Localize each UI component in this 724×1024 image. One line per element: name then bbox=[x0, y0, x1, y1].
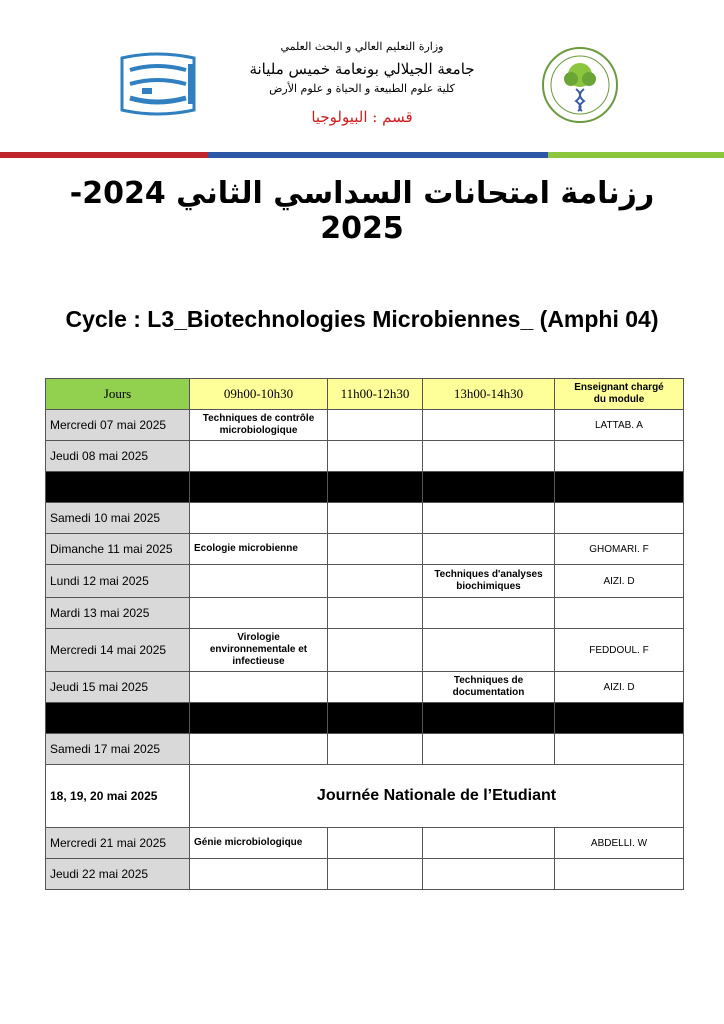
university-logo-icon bbox=[112, 50, 202, 118]
stripe-blue bbox=[208, 152, 548, 158]
exam-line: microbiologique bbox=[219, 425, 298, 436]
black-cell bbox=[190, 703, 328, 734]
teacher-cell: LATTAB. A bbox=[555, 410, 684, 441]
day-cell: Lundi 12 mai 2025 bbox=[46, 565, 190, 598]
empty-cell bbox=[423, 629, 555, 672]
day-cell: Dimanche 11 mai 2025 bbox=[46, 534, 190, 565]
teacher-cell: AIZI. D bbox=[555, 672, 684, 703]
black-cell bbox=[190, 472, 328, 503]
day-cell: Samedi 17 mai 2025 bbox=[46, 734, 190, 765]
header-slot-2: 11h00-12h30 bbox=[328, 379, 423, 410]
empty-cell bbox=[328, 565, 423, 598]
empty-cell bbox=[423, 828, 555, 859]
empty-cell bbox=[423, 734, 555, 765]
holiday-row bbox=[46, 472, 684, 503]
empty-cell bbox=[555, 441, 684, 472]
teacher-cell: AIZI. D bbox=[555, 565, 684, 598]
empty-cell bbox=[423, 503, 555, 534]
exam-line: Virologie bbox=[237, 632, 280, 643]
day-cell: Mercredi 14 mai 2025 bbox=[46, 629, 190, 672]
header-teacher-line2: du module bbox=[593, 394, 645, 405]
table-header-row bbox=[46, 379, 684, 410]
black-cell bbox=[46, 472, 190, 503]
holiday-row bbox=[46, 703, 684, 734]
black-cell bbox=[423, 703, 555, 734]
day-cell: Mercredi 07 mai 2025 bbox=[46, 410, 190, 441]
empty-cell bbox=[190, 503, 328, 534]
exam-cell: Génie microbiologique bbox=[190, 828, 328, 859]
teacher-cell: FEDDOUL. F bbox=[555, 629, 684, 672]
exam-cell bbox=[423, 672, 555, 703]
empty-cell bbox=[190, 734, 328, 765]
empty-cell bbox=[423, 859, 555, 890]
empty-cell bbox=[328, 859, 423, 890]
table-row bbox=[46, 534, 684, 565]
day-cell: Samedi 10 mai 2025 bbox=[46, 503, 190, 534]
day-cell: Mardi 13 mai 2025 bbox=[46, 598, 190, 629]
table-row bbox=[46, 441, 684, 472]
black-cell bbox=[423, 472, 555, 503]
black-cell bbox=[555, 472, 684, 503]
university-name: جامعة الجيلالي بونعامة خميس مليانة bbox=[249, 60, 475, 78]
exam-line: biochimiques bbox=[456, 581, 521, 592]
exam-line: infectieuse bbox=[232, 656, 285, 667]
exam-cell: Ecologie microbienne bbox=[190, 534, 328, 565]
day-cell: 18, 19, 20 mai 2025 bbox=[46, 765, 190, 828]
teacher-cell: GHOMARI. F bbox=[555, 534, 684, 565]
stripe-green bbox=[548, 152, 724, 158]
black-cell bbox=[555, 703, 684, 734]
exam-line: documentation bbox=[452, 687, 525, 698]
empty-cell bbox=[423, 534, 555, 565]
exam-cell bbox=[423, 565, 555, 598]
empty-cell bbox=[328, 629, 423, 672]
black-cell bbox=[328, 703, 423, 734]
empty-cell bbox=[328, 598, 423, 629]
table-row bbox=[46, 410, 684, 441]
stripe-red bbox=[0, 152, 208, 158]
exam-line: Techniques d'analyses bbox=[434, 569, 543, 580]
table-row bbox=[46, 859, 684, 890]
empty-cell bbox=[555, 598, 684, 629]
empty-cell bbox=[555, 859, 684, 890]
table-row bbox=[46, 565, 684, 598]
exam-line: environnementale et bbox=[209, 644, 308, 655]
empty-cell bbox=[328, 441, 423, 472]
empty-cell bbox=[190, 565, 328, 598]
empty-cell bbox=[555, 734, 684, 765]
header-teacher bbox=[555, 379, 684, 410]
cycle-title: Cycle : L3_Biotechnologies Microbiennes_ (Amphi 04) bbox=[65, 306, 659, 332]
day-cell: Jeudi 15 mai 2025 bbox=[46, 672, 190, 703]
empty-cell bbox=[328, 503, 423, 534]
header-jours: Jours bbox=[46, 379, 190, 410]
empty-cell bbox=[328, 734, 423, 765]
teacher-cell: ABDELLI. W bbox=[555, 828, 684, 859]
empty-cell bbox=[328, 672, 423, 703]
department-name: قسم : البيولوجيا bbox=[311, 108, 413, 126]
header-color-stripe bbox=[0, 152, 724, 158]
ministry-name: وزارة التعليم العالي و البحث العلمي bbox=[280, 40, 444, 53]
empty-cell bbox=[190, 859, 328, 890]
page-title: رزنامة امتحانات السداسي الثاني 2024-2025 bbox=[69, 176, 655, 246]
faculty-logo-icon bbox=[540, 45, 620, 125]
exam-cell bbox=[190, 410, 328, 441]
table-row bbox=[46, 734, 684, 765]
empty-cell bbox=[328, 410, 423, 441]
document-header bbox=[0, 0, 724, 160]
empty-cell bbox=[423, 598, 555, 629]
table-row bbox=[46, 598, 684, 629]
empty-cell bbox=[190, 672, 328, 703]
table-row bbox=[46, 765, 684, 828]
exam-line: Techniques de contrôle bbox=[202, 413, 315, 424]
exam-cell bbox=[190, 629, 328, 672]
event-cell: Journée Nationale de l’Etudiant bbox=[190, 765, 684, 828]
black-cell bbox=[328, 472, 423, 503]
table-row bbox=[46, 672, 684, 703]
table-row bbox=[46, 629, 684, 672]
empty-cell bbox=[328, 534, 423, 565]
header-slot-3: 13h00-14h30 bbox=[423, 379, 555, 410]
empty-cell bbox=[423, 410, 555, 441]
day-cell: Jeudi 22 mai 2025 bbox=[46, 859, 190, 890]
exam-line: Techniques de bbox=[453, 675, 524, 686]
exam-schedule-table bbox=[45, 378, 684, 890]
empty-cell bbox=[423, 441, 555, 472]
empty-cell bbox=[328, 828, 423, 859]
empty-cell bbox=[190, 441, 328, 472]
table-row bbox=[46, 503, 684, 534]
empty-cell bbox=[555, 503, 684, 534]
header-slot-1: 09h00-10h30 bbox=[190, 379, 328, 410]
faculty-name: كلية علوم الطبيعة و الحياة و علوم الأرض bbox=[269, 82, 455, 95]
black-cell bbox=[46, 703, 190, 734]
day-cell: Mercredi 21 mai 2025 bbox=[46, 828, 190, 859]
table-row bbox=[46, 828, 684, 859]
empty-cell bbox=[190, 598, 328, 629]
header-teacher-line1: Enseignant chargé bbox=[574, 382, 664, 393]
day-cell: Jeudi 08 mai 2025 bbox=[46, 441, 190, 472]
